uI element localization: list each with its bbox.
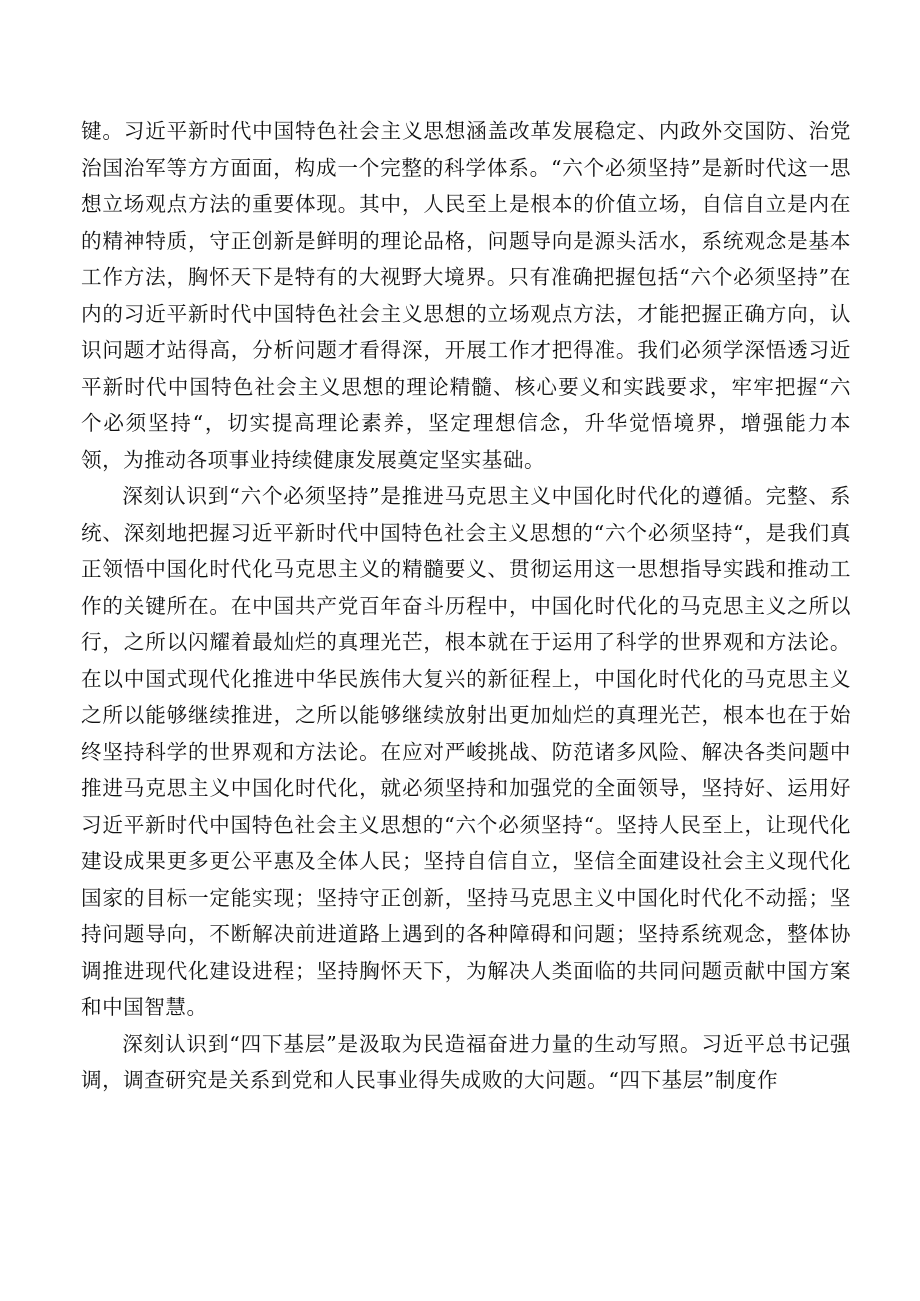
paragraph-3: 深刻认识到“四下基层”是汲取为民造福奋进力量的生动写照。习近平总书记强调，调查研究是关系到党和人民事业得失成败的大问题。“四下基层”制度作 — [81, 1031, 851, 1092]
document-body — [81, 113, 851, 1099]
paragraph-2: 深刻认识到“六个必须坚持”是推进马克思主义中国化时代化的遵循。完整、系统、深刻地把握习近平新时代中国特色社会主义思想的“六个必须坚持“，是我们真正领悟中国化时代化马克思主义的精髓要义、贯彻运用这一思想指导实践和推动工作的关键所在。在中国共产党百年奋斗历程中，中国化时代化的马克思主义之所以行，之所以闪耀着最灿烂的真理光芒，根本就在于运用了科学的世界观和方法论。在以中国式现代化推进中华民族伟大复兴的新征程上，中国化时代化的马克思主义之所以能够继续推进，之所以能够继续放射出更加灿烂的真理光芒，根本也在于始终坚持科学的世界观和方法论。在应对严峻挑战、防范诸多风险、解决各类问题中推进马克思主义中国化时代化，就必须坚持和加强党的全面领导，坚持好、运用好习近平新时代中国特色社会主义思想的“六个必须坚持“。坚持人民至上，让现代化建设成果更多更公平惠及全体人民；坚持自信自立，坚信全面建设社会主义现代化国家的目标一定能实现；坚持守正创新，坚持马克思主义中国化时代化不动摇；坚持问题导向，不断解决前进道路上遇到的各种障碍和问题；坚持系统观念，整体协调推进现代化建设进程；坚持胸怀天下，为解决人类面临的共同问题贡献中国方案和中国智慧。 — [81, 484, 851, 1019]
paragraph-1: 键。习近平新时代中国特色社会主义思想涵盖改革发展稳定、内政外交国防、治党治国治军等方方面面，构成一个完整的科学体系。“六个必须坚持”是新时代这一思想立场观点方法的重要体现。其中，人民至上是根本的价值立场，自信自立是内在的精神特质，守正创新是鲜明的理论品格，问题导向是源头活水，系统观念是基本工作方法，胸怀天下是特有的大视野大境界。只有准确把握包括“六个必须坚持”在内的习近平新时代中国特色社会主义思想的立场观点方法，才能把握正确方向，认识问题才站得高，分析问题才看得深，开展工作才把得准。我们必须学深悟透习近平新时代中国特色社会主义思想的理论精髓、核心要义和实践要求，牢牢把握“六个必须坚持“，切实提高理论素养，坚定理想信念，升华觉悟境界，增强能力本领，为推动各项事业持续健康发展奠定坚实基础。 — [81, 119, 851, 472]
